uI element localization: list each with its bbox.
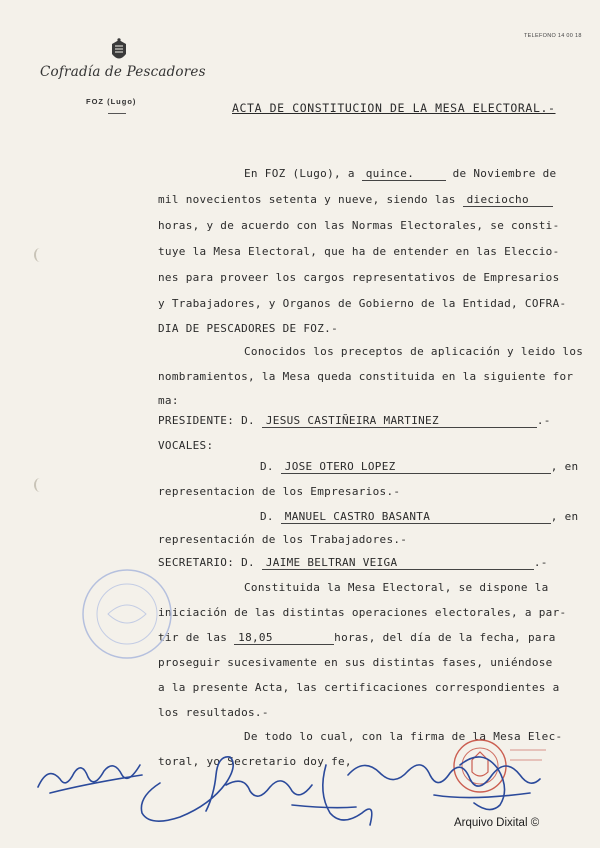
punch-hole xyxy=(34,478,46,492)
text-line: representacion de los Empresarios.- xyxy=(158,485,401,498)
time-field: 18,05 xyxy=(234,631,334,645)
text-line: nes para proveer los cargos representativos de Empresarios xyxy=(158,271,560,284)
punch-hole xyxy=(34,248,46,262)
text-line: nombramientos, la Mesa queda constituida en la siguiente for xyxy=(158,370,574,383)
text-line: ma: xyxy=(158,394,179,407)
text-line: tuye la Mesa Electoral, que ha de entender en las Eleccio- xyxy=(158,245,560,258)
presidente-line: PRESIDENTE: D. JESUS CASTIÑEIRA MARTINEZ .- xyxy=(158,414,551,427)
divider xyxy=(108,113,126,114)
coat-of-arms-icon xyxy=(108,38,130,64)
text-line: Conocidos los preceptos de aplicación y leido los xyxy=(244,345,584,358)
vocales-label: VOCALES: xyxy=(158,439,214,452)
phone-number: TELEFONO 14 00 18 xyxy=(524,33,582,39)
secretario-line: SECRETARIO: D. JAIME BELTRAN VEIGA .- xyxy=(158,556,548,569)
day-field: quince. xyxy=(362,167,446,181)
text-line: mil novecientos setenta y nueve, siendo las dieciocho xyxy=(158,193,553,207)
text-line: Constituida la Mesa Electoral, se dispone la xyxy=(244,581,549,594)
vocal-name: MANUEL CASTRO BASANTA xyxy=(281,510,551,524)
vocal-name: JOSE OTERO LOPEZ xyxy=(281,460,551,474)
text-line: toral, yo Secretario doy fe, xyxy=(158,755,352,768)
text-line: tir de las 18,05 horas, del día de la fecha, para xyxy=(158,631,556,644)
text-line: En FOZ (Lugo), a quince. de Noviembre de xyxy=(244,167,557,180)
text-line: y Trabajadores, y Organos de Gobierno de la Entidad, COFRA- xyxy=(158,297,567,310)
text-line: proseguir sucesivamente en sus distintas fases, uniéndose xyxy=(158,656,553,669)
secretario-name: JAIME BELTRAN VEIGA xyxy=(262,556,534,570)
text-line: DIA DE PESCADORES DE FOZ.- xyxy=(158,322,338,335)
text-line: horas, y de acuerdo con las Normas Electorales, se consti- xyxy=(158,219,560,232)
text-line: los resultados.- xyxy=(158,706,269,719)
hour-field: dieciocho xyxy=(463,193,553,207)
text-line: iniciación de las distintas operaciones electorales, a par- xyxy=(158,606,567,619)
org-name: Cofradía de Pescadores xyxy=(40,64,206,80)
vocal-line: D. MANUEL CASTRO BASANTA , en xyxy=(260,510,579,523)
org-place: FOZ (Lugo) xyxy=(86,97,137,106)
faded-stamp-icon xyxy=(78,566,176,662)
text-line: representación de los Trabajadores.- xyxy=(158,533,408,546)
text-line: De todo lo cual, con la firma de la Mesa Elec- xyxy=(244,730,563,743)
archive-watermark: Arquivo Dixital © xyxy=(454,817,540,829)
text-line: a la presente Acta, las certificaciones correspondientes a xyxy=(158,681,560,694)
document-title: ACTA DE CONSTITUCION DE LA MESA ELECTORAL.- xyxy=(232,101,556,115)
vocal-line: D. JOSE OTERO LOPEZ , en xyxy=(260,460,579,473)
presidente-name: JESUS CASTIÑEIRA MARTINEZ xyxy=(262,414,537,428)
